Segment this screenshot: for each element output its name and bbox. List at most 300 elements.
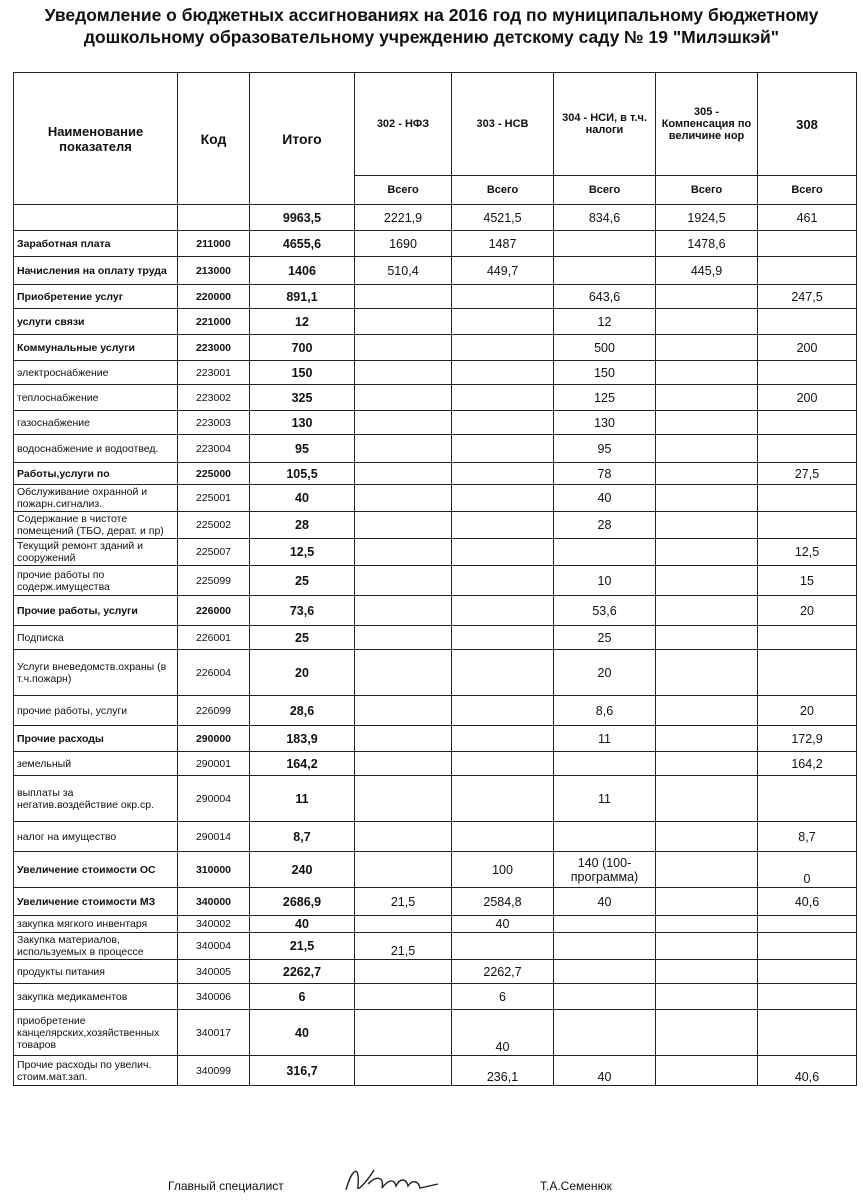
row-col-304 bbox=[554, 916, 656, 933]
row-name: Увеличение стоимости МЗ bbox=[14, 888, 178, 916]
row-col-302 bbox=[355, 539, 452, 566]
row-name: продукты питания bbox=[14, 960, 178, 984]
table-row bbox=[14, 696, 857, 726]
row-col-305 bbox=[656, 960, 758, 984]
row-col-302 bbox=[355, 1056, 452, 1086]
table-row bbox=[14, 285, 857, 309]
table-row bbox=[14, 916, 857, 933]
row-col-305 bbox=[656, 411, 758, 435]
row-col-303: 40 bbox=[452, 1010, 554, 1056]
row-code: 290001 bbox=[178, 752, 250, 776]
row-name: закупка медикаментов bbox=[14, 984, 178, 1010]
row-total: 316,7 bbox=[250, 1056, 355, 1086]
row-col-302 bbox=[355, 485, 452, 512]
row-col-305 bbox=[656, 485, 758, 512]
table-row bbox=[14, 596, 857, 626]
row-col-308: 12,5 bbox=[758, 539, 857, 566]
header-col-303: 303 - НСВ bbox=[452, 73, 554, 176]
row-code: 225007 bbox=[178, 539, 250, 566]
row-col-308: 172,9 bbox=[758, 726, 857, 752]
row-total: 12,5 bbox=[250, 539, 355, 566]
row-col-308: 40,6 bbox=[758, 1056, 857, 1086]
row-col-304: 130 bbox=[554, 411, 656, 435]
row-total: 130 bbox=[250, 411, 355, 435]
row-col-305 bbox=[656, 888, 758, 916]
row-total: 240 bbox=[250, 852, 355, 888]
row-total: 325 bbox=[250, 385, 355, 411]
table-row bbox=[14, 485, 857, 512]
row-col-304: 643,6 bbox=[554, 285, 656, 309]
header-sub-304: Всего bbox=[554, 176, 656, 205]
row-col-308: 20 bbox=[758, 696, 857, 726]
row-code: 225001 bbox=[178, 485, 250, 512]
row-col-304: 78 bbox=[554, 463, 656, 485]
row-col-305 bbox=[656, 463, 758, 485]
row-col-305 bbox=[656, 309, 758, 335]
table-row bbox=[14, 257, 857, 285]
row-code: 226004 bbox=[178, 650, 250, 696]
row-col-303 bbox=[452, 650, 554, 696]
header-col-305: 305 - Компенсация по величине нор bbox=[656, 73, 758, 176]
header-col-302: 302 - НФЗ bbox=[355, 73, 452, 176]
row-col-302 bbox=[355, 309, 452, 335]
row-code bbox=[178, 205, 250, 231]
row-col-302 bbox=[355, 916, 452, 933]
row-col-308: 200 bbox=[758, 335, 857, 361]
row-name: закупка мягкого инвентаря bbox=[14, 916, 178, 933]
row-col-305 bbox=[656, 1010, 758, 1056]
row-col-304: 28 bbox=[554, 512, 656, 539]
row-col-303: 236,1 bbox=[452, 1056, 554, 1086]
row-code: 340099 bbox=[178, 1056, 250, 1086]
row-total: 183,9 bbox=[250, 726, 355, 752]
row-col-302 bbox=[355, 696, 452, 726]
row-code: 290000 bbox=[178, 726, 250, 752]
row-col-302 bbox=[355, 435, 452, 463]
row-col-305 bbox=[656, 726, 758, 752]
row-col-305 bbox=[656, 539, 758, 566]
row-col-303: 40 bbox=[452, 916, 554, 933]
document-title bbox=[0, 4, 863, 48]
row-col-304: 11 bbox=[554, 776, 656, 822]
header-sub-305: Всего bbox=[656, 176, 758, 205]
table-row bbox=[14, 888, 857, 916]
row-col-304 bbox=[554, 822, 656, 852]
row-col-302 bbox=[355, 984, 452, 1010]
row-col-305 bbox=[656, 696, 758, 726]
row-col-308: 461 bbox=[758, 205, 857, 231]
row-code: 310000 bbox=[178, 852, 250, 888]
row-name: Увеличение стоимости ОС bbox=[14, 852, 178, 888]
row-col-304 bbox=[554, 1010, 656, 1056]
table-row bbox=[14, 960, 857, 984]
row-col-304: 500 bbox=[554, 335, 656, 361]
row-col-308 bbox=[758, 257, 857, 285]
table-row bbox=[14, 566, 857, 596]
row-col-303 bbox=[452, 696, 554, 726]
row-col-308 bbox=[758, 512, 857, 539]
table-row bbox=[14, 463, 857, 485]
row-col-302 bbox=[355, 1010, 452, 1056]
row-col-302 bbox=[355, 463, 452, 485]
row-total: 9963,5 bbox=[250, 205, 355, 231]
row-col-303 bbox=[452, 463, 554, 485]
row-col-305: 445,9 bbox=[656, 257, 758, 285]
header-name: Наименование показателя bbox=[14, 73, 178, 205]
row-col-308 bbox=[758, 776, 857, 822]
row-col-305 bbox=[656, 512, 758, 539]
row-col-305: 1478,6 bbox=[656, 231, 758, 257]
row-col-304: 11 bbox=[554, 726, 656, 752]
row-total: 105,5 bbox=[250, 463, 355, 485]
row-col-303 bbox=[452, 335, 554, 361]
header-col-308: 308 bbox=[758, 73, 857, 176]
row-code: 226001 bbox=[178, 626, 250, 650]
row-name: налог на имущество bbox=[14, 822, 178, 852]
row-col-305 bbox=[656, 984, 758, 1010]
row-col-304 bbox=[554, 231, 656, 257]
row-total: 2686,9 bbox=[250, 888, 355, 916]
row-col-303: 4521,5 bbox=[452, 205, 554, 231]
row-total: 150 bbox=[250, 361, 355, 385]
row-code: 223002 bbox=[178, 385, 250, 411]
row-col-308: 8,7 bbox=[758, 822, 857, 852]
row-col-302 bbox=[355, 335, 452, 361]
row-name: Прочие расходы по увелич. стоим.мат.зап. bbox=[14, 1056, 178, 1086]
row-name: теплоснабжение bbox=[14, 385, 178, 411]
row-name: Текущий ремонт зданий и сооружений bbox=[14, 539, 178, 566]
row-col-305 bbox=[656, 566, 758, 596]
row-col-303 bbox=[452, 566, 554, 596]
row-total: 2262,7 bbox=[250, 960, 355, 984]
row-total: 1406 bbox=[250, 257, 355, 285]
row-name: Работы,услуги по bbox=[14, 463, 178, 485]
header-sub-302: Всего bbox=[355, 176, 452, 205]
row-col-304: 125 bbox=[554, 385, 656, 411]
row-total: 28 bbox=[250, 512, 355, 539]
row-total: 891,1 bbox=[250, 285, 355, 309]
row-total: 21,5 bbox=[250, 933, 355, 960]
signer-name: Т.А.Семенюк bbox=[540, 1179, 612, 1193]
row-col-304: 10 bbox=[554, 566, 656, 596]
row-code: 223003 bbox=[178, 411, 250, 435]
row-col-304: 40 bbox=[554, 888, 656, 916]
row-total: 95 bbox=[250, 435, 355, 463]
table-row bbox=[14, 411, 857, 435]
row-name: прочие работы, услуги bbox=[14, 696, 178, 726]
table-body bbox=[14, 205, 857, 1086]
row-col-308: 0 bbox=[758, 852, 857, 888]
row-name: электроснабжение bbox=[14, 361, 178, 385]
row-col-303: 2262,7 bbox=[452, 960, 554, 984]
table-row bbox=[14, 205, 857, 231]
row-col-308: 247,5 bbox=[758, 285, 857, 309]
row-col-302 bbox=[355, 285, 452, 309]
row-total: 164,2 bbox=[250, 752, 355, 776]
row-col-304: 8,6 bbox=[554, 696, 656, 726]
row-col-308: 164,2 bbox=[758, 752, 857, 776]
row-col-308: 20 bbox=[758, 596, 857, 626]
row-col-303: 6 bbox=[452, 984, 554, 1010]
row-col-304: 12 bbox=[554, 309, 656, 335]
row-col-308 bbox=[758, 933, 857, 960]
table-row bbox=[14, 650, 857, 696]
row-col-308 bbox=[758, 626, 857, 650]
row-code: 340000 bbox=[178, 888, 250, 916]
row-name: прочие работы по содерж.имущества bbox=[14, 566, 178, 596]
table-row bbox=[14, 231, 857, 257]
row-name: газоснабжение bbox=[14, 411, 178, 435]
row-col-303 bbox=[452, 726, 554, 752]
row-col-308 bbox=[758, 485, 857, 512]
row-code: 225002 bbox=[178, 512, 250, 539]
row-col-302 bbox=[355, 650, 452, 696]
row-col-302 bbox=[355, 411, 452, 435]
row-col-302 bbox=[355, 385, 452, 411]
header-sub-308: Всего bbox=[758, 176, 857, 205]
header-code: Код bbox=[178, 73, 250, 205]
row-code: 223000 bbox=[178, 335, 250, 361]
row-name: услуги связи bbox=[14, 309, 178, 335]
row-code: 226000 bbox=[178, 596, 250, 626]
row-name: выплаты за негатив.воздействие окр.ср. bbox=[14, 776, 178, 822]
row-col-303: 449,7 bbox=[452, 257, 554, 285]
row-total: 40 bbox=[250, 1010, 355, 1056]
row-col-308: 15 bbox=[758, 566, 857, 596]
row-col-302: 510,4 bbox=[355, 257, 452, 285]
table-row bbox=[14, 361, 857, 385]
row-name: приобретение канцелярских,хозяйственных товаров bbox=[14, 1010, 178, 1056]
row-col-308 bbox=[758, 411, 857, 435]
row-col-304: 25 bbox=[554, 626, 656, 650]
row-col-303: 100 bbox=[452, 852, 554, 888]
row-col-305 bbox=[656, 776, 758, 822]
row-col-304: 834,6 bbox=[554, 205, 656, 231]
row-col-304 bbox=[554, 539, 656, 566]
row-name: Подписка bbox=[14, 626, 178, 650]
row-total: 6 bbox=[250, 984, 355, 1010]
row-name: Прочие работы, услуги bbox=[14, 596, 178, 626]
row-col-308 bbox=[758, 231, 857, 257]
row-col-308: 27,5 bbox=[758, 463, 857, 485]
row-col-305 bbox=[656, 361, 758, 385]
row-col-302 bbox=[355, 822, 452, 852]
row-col-308 bbox=[758, 361, 857, 385]
row-col-304 bbox=[554, 960, 656, 984]
row-col-302 bbox=[355, 960, 452, 984]
row-code: 221000 bbox=[178, 309, 250, 335]
row-name: Заработная плата bbox=[14, 231, 178, 257]
row-name bbox=[14, 205, 178, 231]
row-col-302 bbox=[355, 596, 452, 626]
row-total: 40 bbox=[250, 485, 355, 512]
row-col-303 bbox=[452, 309, 554, 335]
row-col-303: 1487 bbox=[452, 231, 554, 257]
signer-role: Главный специалист bbox=[168, 1179, 284, 1193]
row-col-303 bbox=[452, 822, 554, 852]
row-col-304: 95 bbox=[554, 435, 656, 463]
header-sub-303: Всего bbox=[452, 176, 554, 205]
row-code: 340017 bbox=[178, 1010, 250, 1056]
row-col-304 bbox=[554, 752, 656, 776]
handwritten-signature bbox=[338, 1160, 468, 1200]
budget-table bbox=[13, 72, 857, 1086]
row-col-305 bbox=[656, 650, 758, 696]
row-col-302 bbox=[355, 776, 452, 822]
row-col-303 bbox=[452, 933, 554, 960]
row-col-305 bbox=[656, 852, 758, 888]
row-col-305 bbox=[656, 626, 758, 650]
row-name: земельный bbox=[14, 752, 178, 776]
row-col-304 bbox=[554, 257, 656, 285]
row-col-303 bbox=[452, 596, 554, 626]
row-code: 340005 bbox=[178, 960, 250, 984]
table-row bbox=[14, 1056, 857, 1086]
row-col-302: 21,5 bbox=[355, 888, 452, 916]
row-total: 12 bbox=[250, 309, 355, 335]
table-row bbox=[14, 933, 857, 960]
row-total: 4655,6 bbox=[250, 231, 355, 257]
row-col-303 bbox=[452, 411, 554, 435]
row-col-305 bbox=[656, 822, 758, 852]
row-col-308 bbox=[758, 650, 857, 696]
row-col-302 bbox=[355, 626, 452, 650]
row-total: 25 bbox=[250, 626, 355, 650]
row-col-304: 140 (100-программа) bbox=[554, 852, 656, 888]
row-name: Начисления на оплату труда bbox=[14, 257, 178, 285]
row-code: 290004 bbox=[178, 776, 250, 822]
row-col-302 bbox=[355, 512, 452, 539]
row-code: 340002 bbox=[178, 916, 250, 933]
row-col-305 bbox=[656, 285, 758, 309]
table-row bbox=[14, 626, 857, 650]
row-col-305 bbox=[656, 335, 758, 361]
table-row bbox=[14, 852, 857, 888]
row-total: 73,6 bbox=[250, 596, 355, 626]
table-row bbox=[14, 726, 857, 752]
row-col-308 bbox=[758, 1010, 857, 1056]
row-col-305 bbox=[656, 385, 758, 411]
row-total: 20 bbox=[250, 650, 355, 696]
table-row bbox=[14, 512, 857, 539]
row-name: Услуги вневедомств.охраны (в т.ч.пожарн) bbox=[14, 650, 178, 696]
title-line-1: Уведомление о бюджетных ассигнованиях на 2016 год по муниципальному бюджетному bbox=[44, 5, 819, 25]
table-row bbox=[14, 752, 857, 776]
row-col-305 bbox=[656, 916, 758, 933]
row-code: 226099 bbox=[178, 696, 250, 726]
row-col-308 bbox=[758, 984, 857, 1010]
row-col-302 bbox=[355, 752, 452, 776]
row-col-302: 2221,9 bbox=[355, 205, 452, 231]
row-col-302 bbox=[355, 726, 452, 752]
row-col-308 bbox=[758, 916, 857, 933]
row-col-308: 200 bbox=[758, 385, 857, 411]
row-col-305 bbox=[656, 435, 758, 463]
row-col-302 bbox=[355, 361, 452, 385]
row-code: 340004 bbox=[178, 933, 250, 960]
row-col-303 bbox=[452, 485, 554, 512]
row-col-303 bbox=[452, 776, 554, 822]
signature-block bbox=[0, 1170, 863, 1200]
row-col-308: 40,6 bbox=[758, 888, 857, 916]
row-col-302: 1690 bbox=[355, 231, 452, 257]
row-code: 340006 bbox=[178, 984, 250, 1010]
row-col-305 bbox=[656, 596, 758, 626]
row-col-304 bbox=[554, 984, 656, 1010]
row-col-303 bbox=[452, 385, 554, 411]
table-row bbox=[14, 1010, 857, 1056]
table-row bbox=[14, 309, 857, 335]
row-name: Закупка материалов, используемых в процессе bbox=[14, 933, 178, 960]
row-name: Обслуживание охранной и пожарн.сигнализ. bbox=[14, 485, 178, 512]
row-name: Коммунальные услуги bbox=[14, 335, 178, 361]
row-col-305 bbox=[656, 1056, 758, 1086]
row-total: 28,6 bbox=[250, 696, 355, 726]
row-col-304: 150 bbox=[554, 361, 656, 385]
row-col-305: 1924,5 bbox=[656, 205, 758, 231]
row-col-304: 20 bbox=[554, 650, 656, 696]
table-row bbox=[14, 385, 857, 411]
row-col-308 bbox=[758, 960, 857, 984]
table-row bbox=[14, 539, 857, 566]
row-code: 225000 bbox=[178, 463, 250, 485]
row-name: водоснабжение и водоотвед. bbox=[14, 435, 178, 463]
title-line-2: дошкольному образовательному учреждению детскому саду № 19 "Милэшкэй" bbox=[83, 27, 780, 47]
row-col-305 bbox=[656, 933, 758, 960]
row-col-304: 40 bbox=[554, 485, 656, 512]
row-col-304 bbox=[554, 933, 656, 960]
header-total: Итого bbox=[250, 73, 355, 205]
row-code: 223004 bbox=[178, 435, 250, 463]
row-col-305 bbox=[656, 752, 758, 776]
row-col-303 bbox=[452, 361, 554, 385]
row-col-302 bbox=[355, 566, 452, 596]
row-col-303 bbox=[452, 285, 554, 309]
row-col-303 bbox=[452, 435, 554, 463]
table-row bbox=[14, 335, 857, 361]
row-col-302 bbox=[355, 852, 452, 888]
row-name: Приобретение услуг bbox=[14, 285, 178, 309]
row-code: 220000 bbox=[178, 285, 250, 309]
row-code: 213000 bbox=[178, 257, 250, 285]
row-col-304: 53,6 bbox=[554, 596, 656, 626]
row-code: 290014 bbox=[178, 822, 250, 852]
row-col-303 bbox=[452, 626, 554, 650]
row-col-303: 2584,8 bbox=[452, 888, 554, 916]
row-col-302: 21,5 bbox=[355, 933, 452, 960]
row-total: 700 bbox=[250, 335, 355, 361]
row-total: 40 bbox=[250, 916, 355, 933]
table-row bbox=[14, 822, 857, 852]
table-row bbox=[14, 435, 857, 463]
row-code: 225099 bbox=[178, 566, 250, 596]
table-row bbox=[14, 984, 857, 1010]
row-code: 223001 bbox=[178, 361, 250, 385]
row-code: 211000 bbox=[178, 231, 250, 257]
row-col-304: 40 bbox=[554, 1056, 656, 1086]
row-name: Содержание в чистоте помещений (ТБО, дерат. и пр) bbox=[14, 512, 178, 539]
row-total: 11 bbox=[250, 776, 355, 822]
row-name: Прочие расходы bbox=[14, 726, 178, 752]
table-row bbox=[14, 776, 857, 822]
row-col-303 bbox=[452, 539, 554, 566]
row-col-308 bbox=[758, 309, 857, 335]
row-total: 25 bbox=[250, 566, 355, 596]
row-total: 8,7 bbox=[250, 822, 355, 852]
row-col-308 bbox=[758, 435, 857, 463]
row-col-303 bbox=[452, 512, 554, 539]
header-col-304: 304 - НСИ, в т.ч. налоги bbox=[554, 73, 656, 176]
